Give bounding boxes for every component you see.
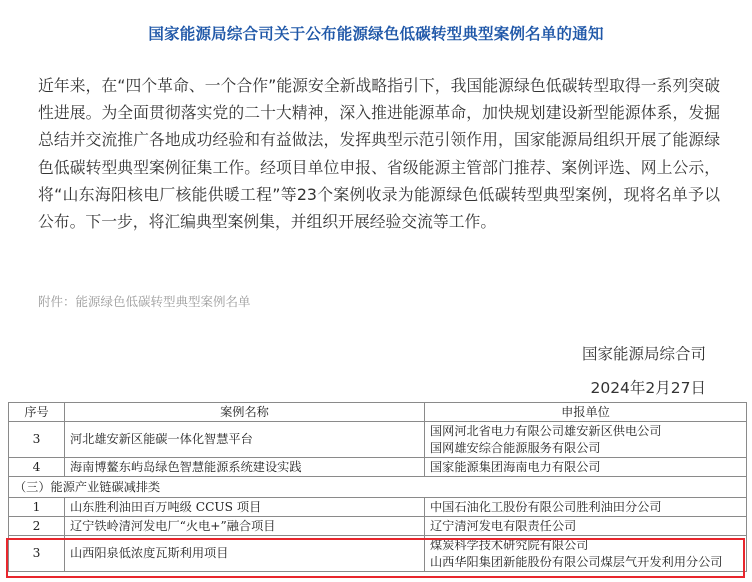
header-unit: 申报单位 xyxy=(425,403,747,422)
header-case-name: 案例名称 xyxy=(65,403,425,422)
row-num: 1 xyxy=(9,498,65,517)
row-num: 4 xyxy=(9,458,65,477)
unit-line: 国网雄安综合能源服务有限公司 xyxy=(430,440,601,455)
row-unit xyxy=(425,422,747,458)
row-unit xyxy=(425,458,747,477)
section-row xyxy=(9,477,747,498)
table-row xyxy=(9,536,747,572)
unit-line: 煤炭科学技术研究院有限公司 xyxy=(430,537,589,552)
unit-line: 山西华阳集团新能股份有限公司煤层气开发利用分公司 xyxy=(430,554,723,569)
row-num: 2 xyxy=(9,517,65,536)
unit-line: 中国石油化工股份有限公司胜利油田分公司 xyxy=(430,499,662,514)
row-num: 3 xyxy=(9,422,65,458)
unit-line: 国网河北省电力有限公司雄安新区供电公司 xyxy=(430,423,662,438)
row-case-name: 山西阳泉低浓度瓦斯利用项目 xyxy=(65,536,425,572)
notice-body: 近年来，在“四个革命、一个合作”能源安全新战略指引下，我国能源绿色低碳转型取得一系列突破性进展。为全面贯彻落实党的二十大精神，深入推进能源革命，加快规划建设新型能源体系，发掘总结并交流推广各地成功经验和有益做法，发挥典型示范引领作用，国家能源局组织开展了能源绿色低碳转型典型案例征集工作。经项目单位申报、省级能源主管部门推荐、案例评选、网上公示，将“山东海阳核电厂核能供暖工程”等23个案例收录为能源绿色低碳转型典型案例，现将名单予以公布。下一步，将汇编典型案例集，并组织开展经验交流等工作。 xyxy=(38,76,720,232)
row-unit xyxy=(425,517,747,536)
row-unit xyxy=(425,498,747,517)
notice-title: 国家能源局综合司关于公布能源绿色低碳转型典型案例名单的通知 xyxy=(148,25,604,43)
case-table xyxy=(8,402,747,572)
row-case-name: 辽宁铁岭清河发电厂“火电+”融合项目 xyxy=(65,517,425,536)
unit-line: 国家能源集团海南电力有限公司 xyxy=(430,459,601,474)
row-case-name: 河北雄安新区能碳一体化智慧平台 xyxy=(65,422,425,458)
row-case-name: 海南博鳌东屿岛绿色智慧能源系统建设实践 xyxy=(65,458,425,477)
row-case-name: 山东胜利油田百万吨级 CCUS 项目 xyxy=(65,498,425,517)
unit-line: 辽宁清河发电有限责任公司 xyxy=(430,518,577,533)
table-row xyxy=(9,458,747,477)
row-num: 3 xyxy=(9,536,65,572)
table-row xyxy=(9,517,747,536)
issuer-name: 国家能源局综合司 xyxy=(581,345,706,363)
attachment-label[interactable]: 附件：能源绿色低碳转型典型案例名单 xyxy=(38,294,251,309)
header-num: 序号 xyxy=(9,403,65,422)
row-unit xyxy=(425,536,747,572)
table-row xyxy=(9,422,747,458)
table-header-row xyxy=(9,403,747,422)
issue-date: 2024年2月27日 xyxy=(590,379,706,397)
table-row xyxy=(9,498,747,517)
section-title: （三）能源产业链碳减排类 xyxy=(9,477,747,498)
